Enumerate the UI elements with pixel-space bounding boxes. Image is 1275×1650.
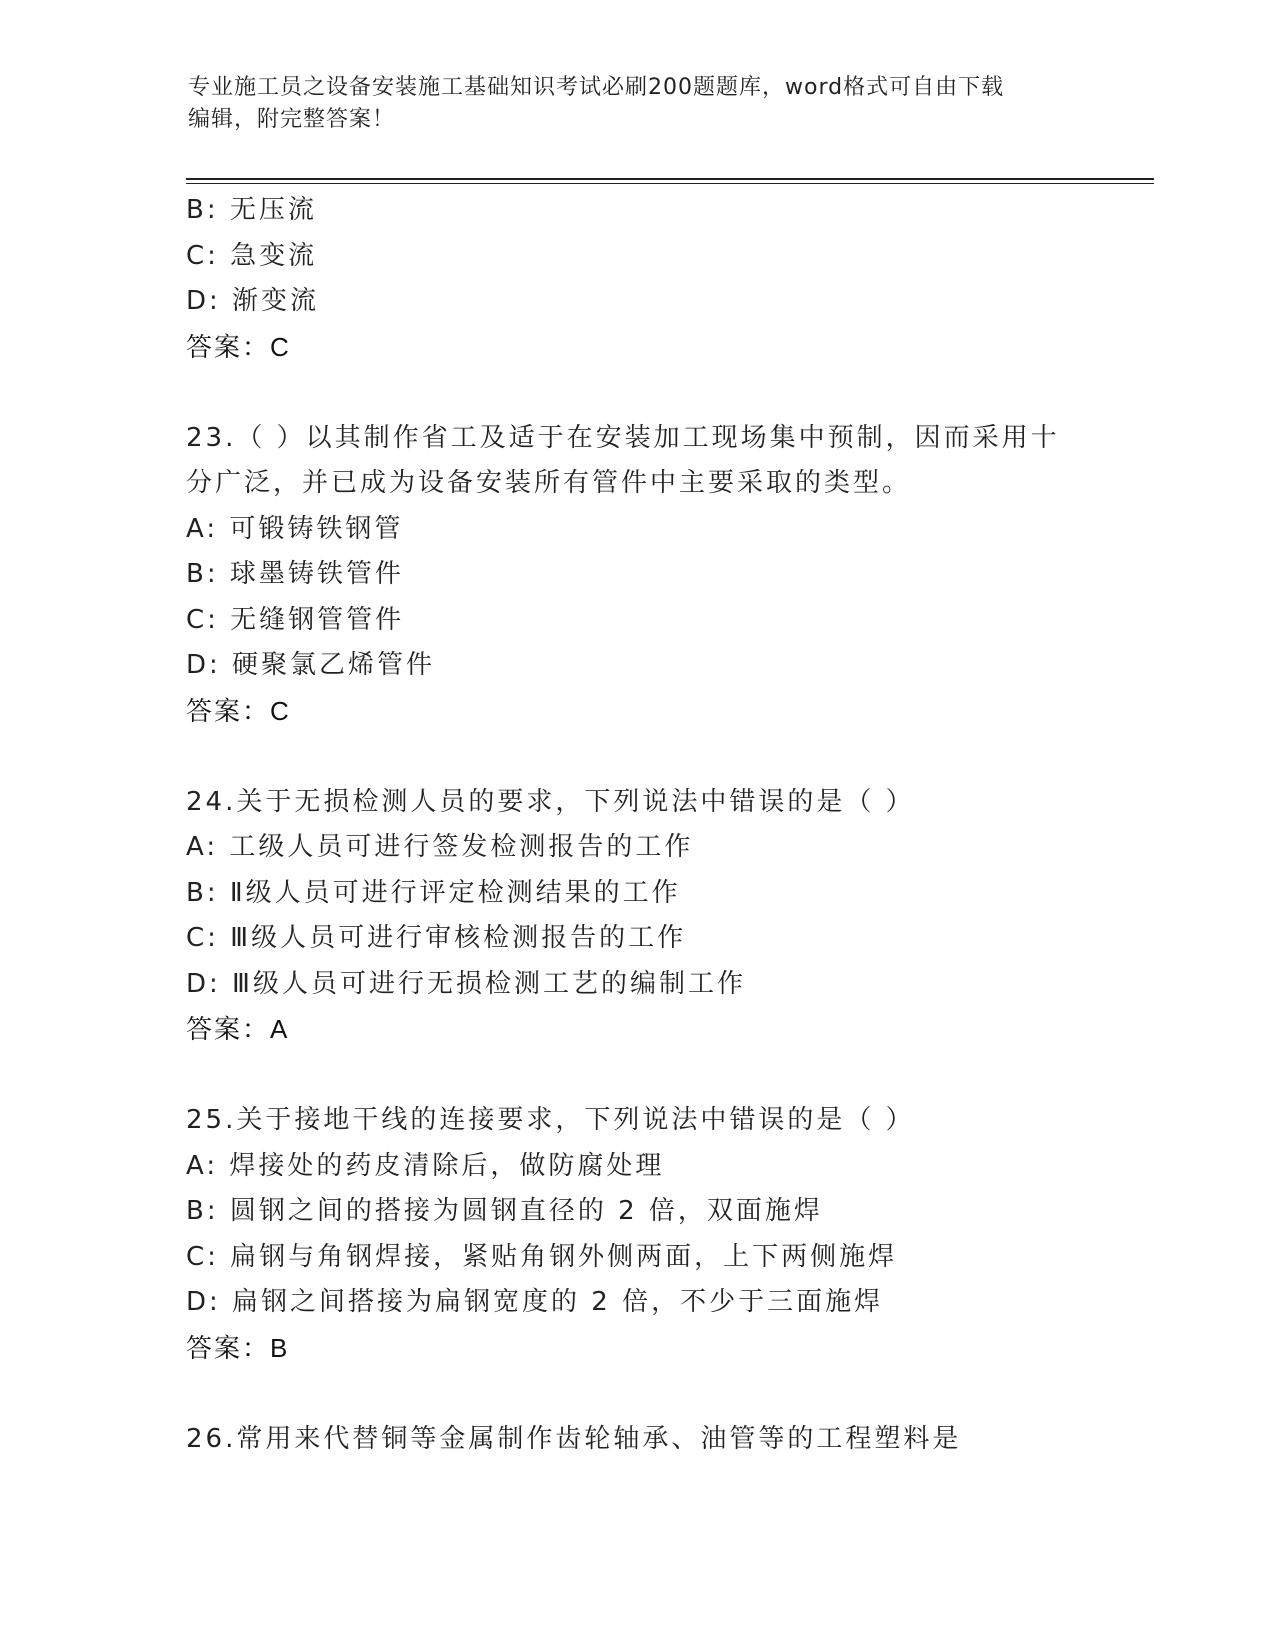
question-25: [186, 1098, 1086, 1371]
question-stem: 24.关于无损检测人员的要求，下列说法中错误的是（ ）: [186, 786, 915, 817]
option-c: C: 无缝钢管管件: [186, 604, 405, 635]
option-d: D: 硬聚氯乙烯管件: [186, 650, 436, 680]
option-d: D: 扁钢之间搭接为扁钢宽度的 2 倍，不少于三面施焊: [186, 1287, 884, 1317]
option-a: A: 焊接处的药皮清除后，做防腐处理: [186, 1150, 665, 1181]
header-title-line1: 专业施工员之设备安装施工基础知识考试必刷200题题库，word格式可自由下载: [188, 75, 1005, 100]
spacer: [186, 370, 1086, 416]
spacer: [186, 734, 1086, 780]
answer: 答案：C: [186, 695, 291, 726]
answer: 答案：A: [186, 1014, 290, 1044]
question-stem-line2: 分广泛，并已成为设备安装所有管件中主要采取的类型。: [186, 468, 912, 498]
answer: 答案：B: [186, 1332, 290, 1363]
header-title-line2: 编辑，附完整答案！: [188, 107, 396, 132]
option-d: D: 渐变流: [186, 286, 320, 316]
header-rule-thin: [186, 183, 1154, 184]
header-rule-thick: [186, 178, 1154, 180]
option-a: A: 可锻铸铁钢管: [186, 513, 404, 544]
question-list: [186, 188, 1086, 1462]
option-a: A: 工级人员可进行签发检测报告的工作: [186, 832, 694, 862]
spacer: [186, 1371, 1086, 1417]
option-b: B: Ⅱ级人员可进行评定检测结果的工作: [186, 877, 681, 908]
question-stem-line1: 23.（ ）以其制作省工及适于在安装加工现场集中预制，因而采用十: [186, 422, 1060, 453]
question-22: [186, 188, 1086, 370]
document-header: [188, 72, 1088, 136]
option-d: D: Ⅲ级人员可进行无损检测工艺的编制工作: [186, 968, 746, 999]
question-23: [186, 416, 1086, 735]
answer: 答案：C: [186, 331, 291, 362]
option-c: C: Ⅲ级人员可进行审核检测报告的工作: [186, 923, 687, 953]
option-b: B: 球墨铸铁管件: [186, 559, 404, 589]
option-b: B: 圆钢之间的搭接为圆钢直径的 2 倍，双面施焊: [186, 1196, 823, 1226]
question-24: [186, 780, 1086, 1053]
option-c: C: 扁钢与角钢焊接，紧贴角钢外侧两面，上下两侧施焊: [186, 1241, 898, 1272]
question-stem: 26.常用来代替铜等金属制作齿轮轴承、油管等的工程塑料是: [186, 1423, 962, 1454]
option-b: B: 无压流: [186, 195, 317, 225]
question-stem: 25.关于接地干线的连接要求，下列说法中错误的是（ ）: [186, 1105, 915, 1135]
question-26: [186, 1417, 1086, 1463]
option-c: C: 急变流: [186, 240, 318, 271]
spacer: [186, 1053, 1086, 1099]
